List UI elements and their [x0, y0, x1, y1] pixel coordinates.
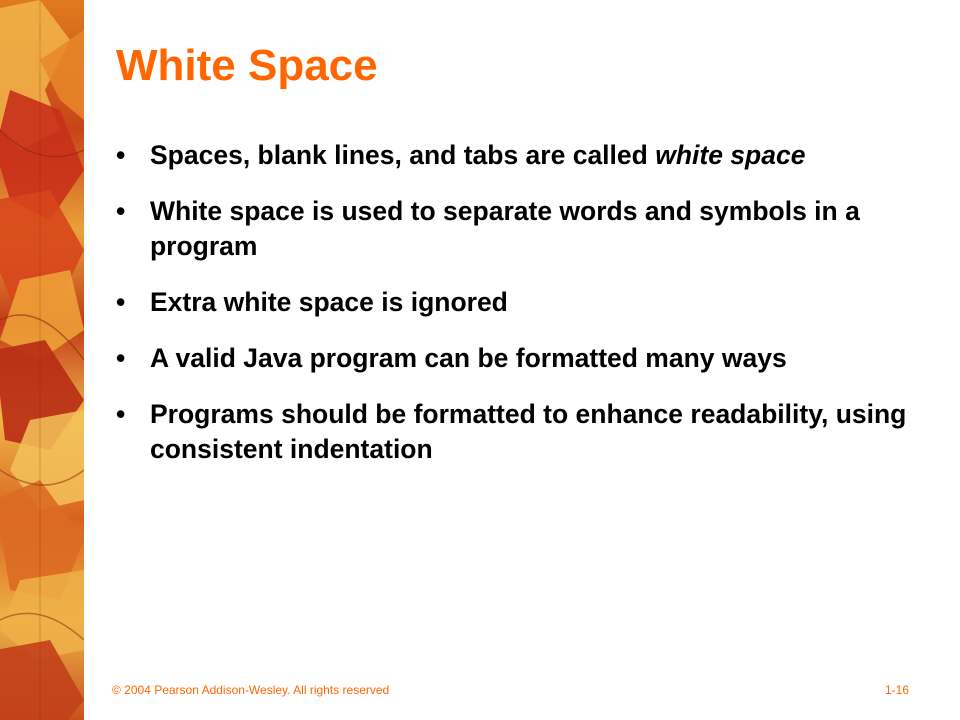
bullet-item	[112, 194, 932, 264]
bullet-item	[112, 341, 932, 376]
bullet-marker: •	[116, 343, 126, 373]
bullet-text: Spaces, blank lines, and tabs are called	[150, 140, 656, 170]
bullet-text: A valid Java program can be formatted many ways	[150, 343, 787, 373]
autumn-leaves-image	[0, 0, 84, 720]
bullet-text: White space is used to separate words and symbols in a program	[150, 196, 860, 261]
bullet-marker: •	[116, 399, 126, 429]
page-number: 1-16	[885, 683, 910, 697]
bullet-text: Extra white space is ignored	[150, 287, 508, 317]
bullet-marker: •	[116, 140, 126, 170]
bullet-text: Programs should be formatted to enhance readability, using consistent indentation	[150, 399, 907, 464]
bullet-list	[112, 138, 932, 488]
copyright-footer: © 2004 Pearson Addison-Wesley. All rights reserved	[112, 683, 390, 697]
bullet-marker: •	[116, 287, 126, 317]
bullet-marker: •	[116, 196, 126, 226]
bullet-item	[112, 397, 932, 467]
bullet-item	[112, 138, 932, 173]
slide-title: White Space	[116, 41, 378, 90]
bullet-item	[112, 285, 932, 320]
emphasis-text: white space	[655, 140, 806, 170]
